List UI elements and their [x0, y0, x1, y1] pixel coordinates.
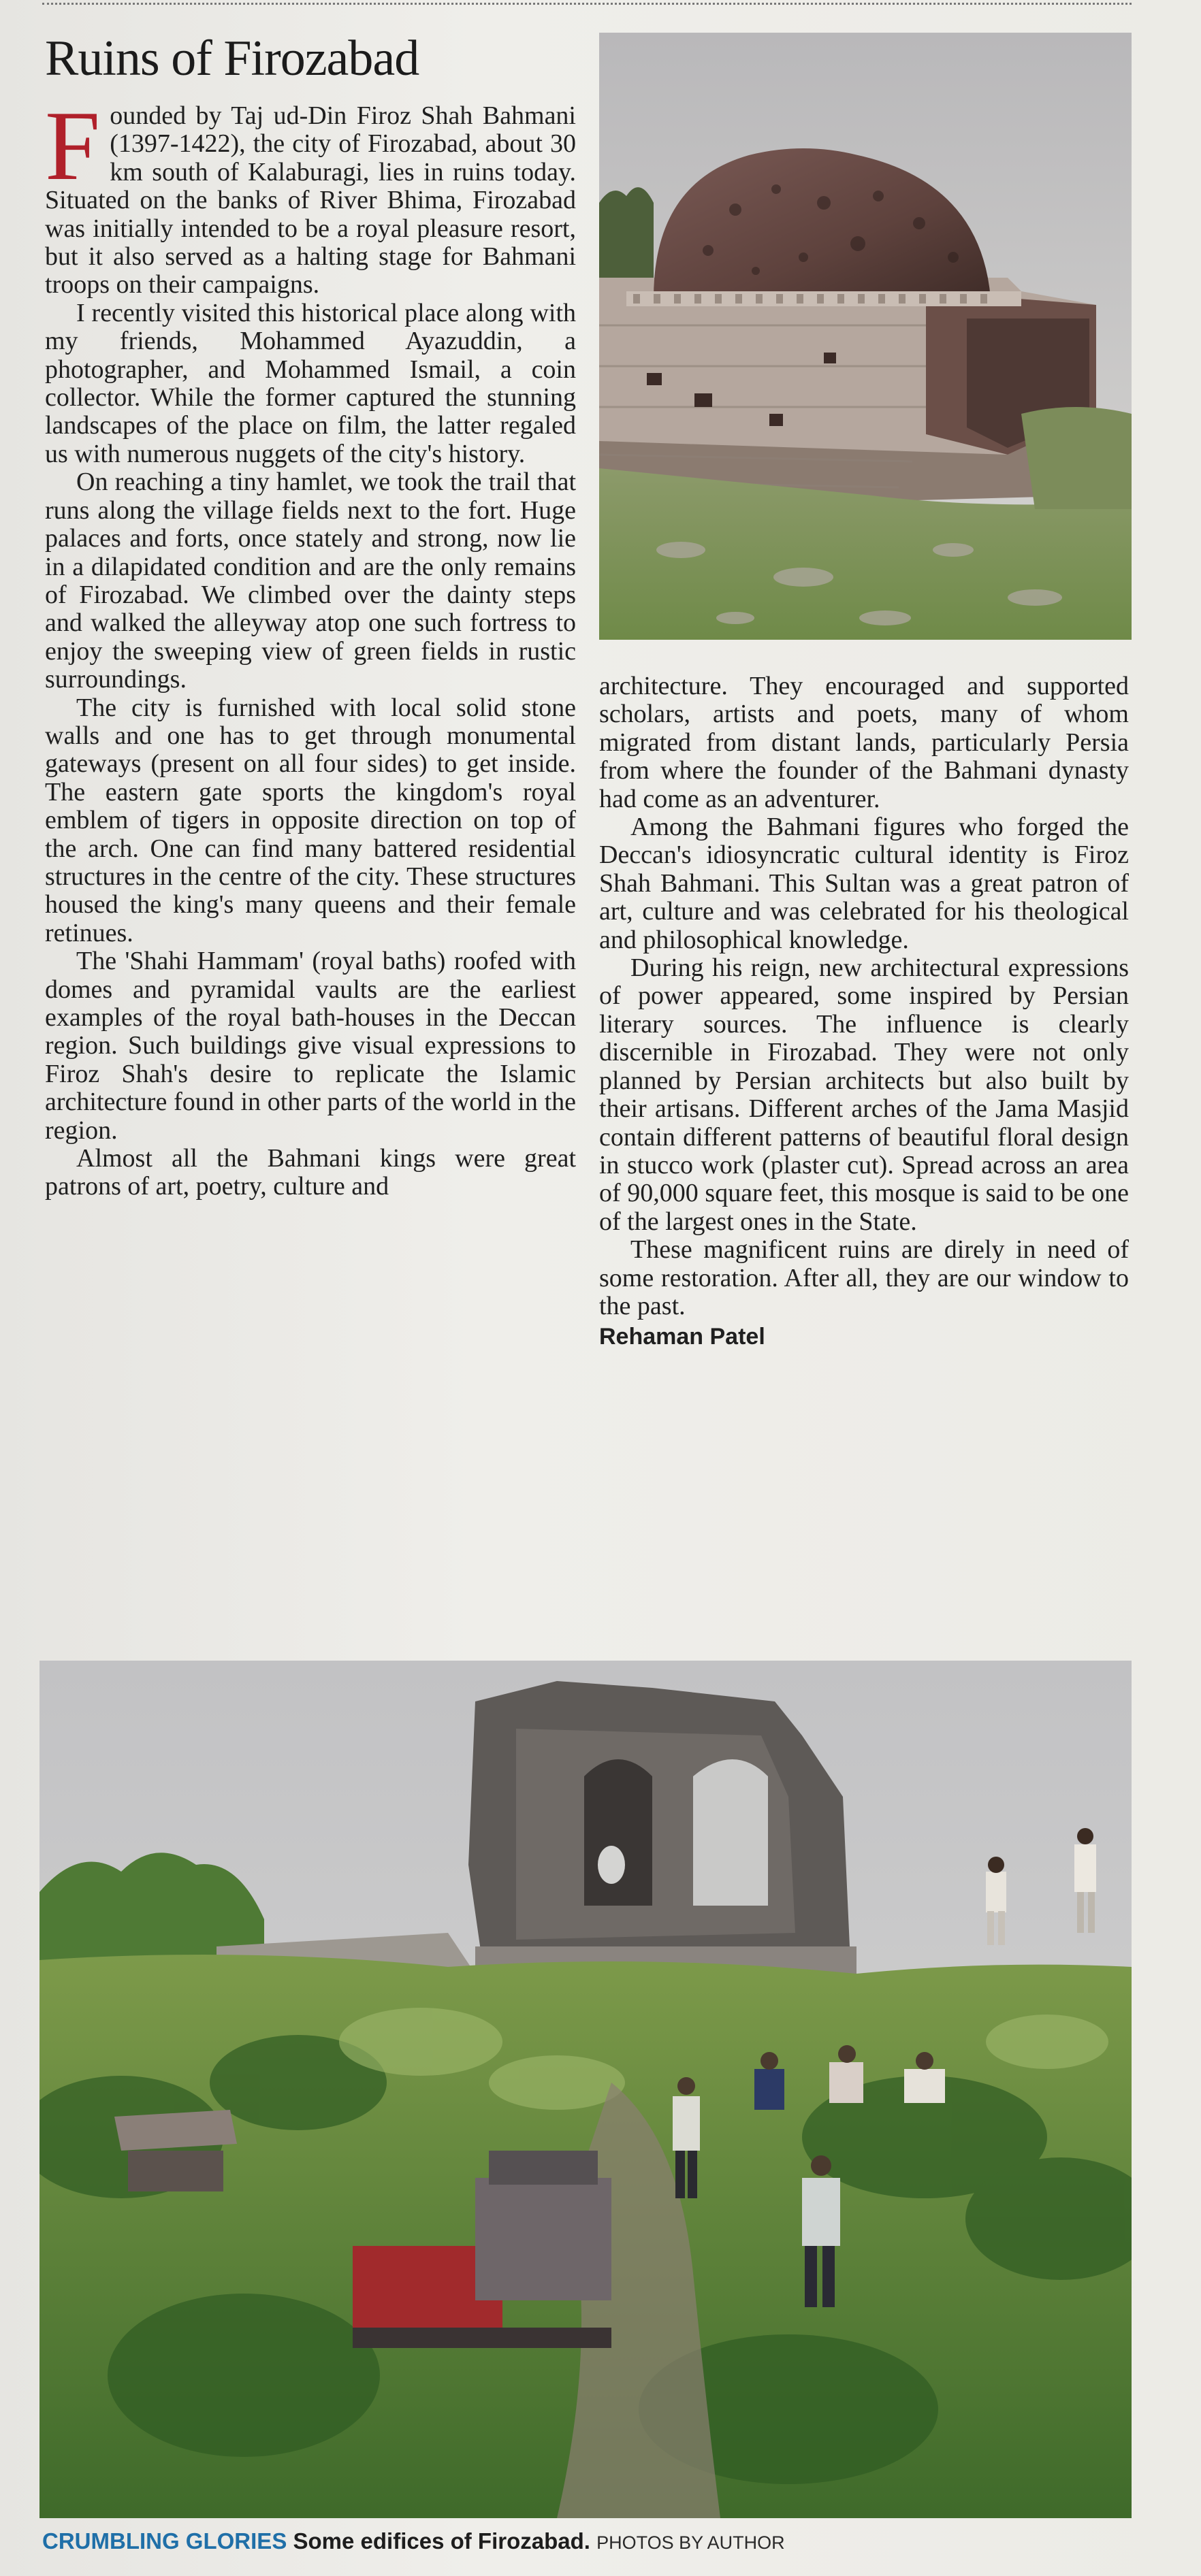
article-paragraph-1: Founded by Taj ud-Din Firoz Shah Bahmani (1397-1422), the city of Firozabad, about 30 km south of Kalaburagi, lies in ruins today. Situated on the banks of River Bhima, Firozabad was initially intended to be a royal pleasure resort, but it also served as a halting stage for Bahmani troops on their campaigns. — [45, 91, 576, 299]
photo-caption — [42, 2526, 1132, 2558]
top-dotted-rule — [42, 3, 1132, 5]
article-paragraph-8: Among the Bahmani figures who forged the Deccan's idiosyncratic cultural identity is Firoz Shah Bahmani. This Sultan was a great patron of art, culture and was celebrated for his theological and philosophical knowledge. — [599, 813, 1129, 954]
article-paragraph-7: architecture. They encouraged and supported scholars, artists and poets, many of whom migrated from distant lands, particularly Persia from where the founder of the Bahmani dynasty had come as an adventurer. — [599, 672, 1129, 813]
article-column-right — [599, 672, 1129, 1352]
domed-ruin-illustration — [599, 33, 1132, 640]
article-column-left — [45, 91, 576, 1201]
article-paragraph-4: The city is furnished with local solid stone walls and one has to get through monumental gateways (present on all four sides) to get inside. The eastern gate sports the kingdom's royal emblem of tigers in opposite direction on top of the arch. One can find many battered residential structures in the centre of the city. These structures housed the king's many queens and their female retinues. — [45, 693, 576, 947]
article-paragraph-5: The 'Shahi Hammam' (royal baths) roofed with domes and pyramidal vaults are the earliest examples of the royal bath-houses in the Deccan region. Such buildings give visual expressions to Firoz Shah's desire to replicate the Islamic architecture found in other parts of the world in the region. — [45, 947, 576, 1145]
caption-kicker: CRUMBLING GLORIES — [42, 2528, 287, 2554]
article-paragraph-6: Almost all the Bahmani kings were great patrons of art, poetry, culture and — [45, 1144, 576, 1201]
article-paragraph-10: These magnificent ruins are direly in need of some restoration. After all, they are our window to the past. — [599, 1235, 1129, 1320]
article-paragraph-3: On reaching a tiny hamlet, we took the trail that runs along the village fields next to the fort. Huge palaces and forts, once stately and strong, now lie in a dilapidated condition and are the only remains of Firozabad. We climbed over the dainty steps and walked the alleyway atop one such fortress to enjoy the sweeping view of green fields in rustic surroundings. — [45, 468, 576, 694]
article-byline: Rehaman Patel — [599, 1324, 765, 1350]
crumbling-gateway-illustration — [39, 1661, 1132, 2518]
article-paragraph-2: I recently visited this historical place along with my friends, Mohammed Ayazuddin, a photographer, and Mohammed Ismail, a coin collector. While the former captured the stunning landscapes of the place on film, the latter regaled us with numerous nuggets of the city's history. — [45, 298, 576, 468]
caption-credit: PHOTOS BY AUTHOR — [596, 2532, 785, 2553]
photo-domed-ruin — [599, 33, 1132, 640]
photo-crumbling-gateway — [39, 1661, 1132, 2518]
caption-text: Some edifices of Firozabad. — [293, 2528, 590, 2554]
article-paragraph-9: During his reign, new architectural expressions of power appeared, some inspired by Persian literary sources. The influence is clearly discernible in Firozabad. They were not only planned by Persian architects but also built by their artisans. Different arches of the Jama Masjid contain different patterns of beautiful floral design in stucco work (plaster cut). Spread across an area of 90,000 square feet, this mosque is said to be one of the largest ones in the State. — [599, 953, 1129, 1236]
article-title: Ruins of Firozabad — [45, 31, 419, 86]
drop-cap: F — [45, 91, 101, 201]
